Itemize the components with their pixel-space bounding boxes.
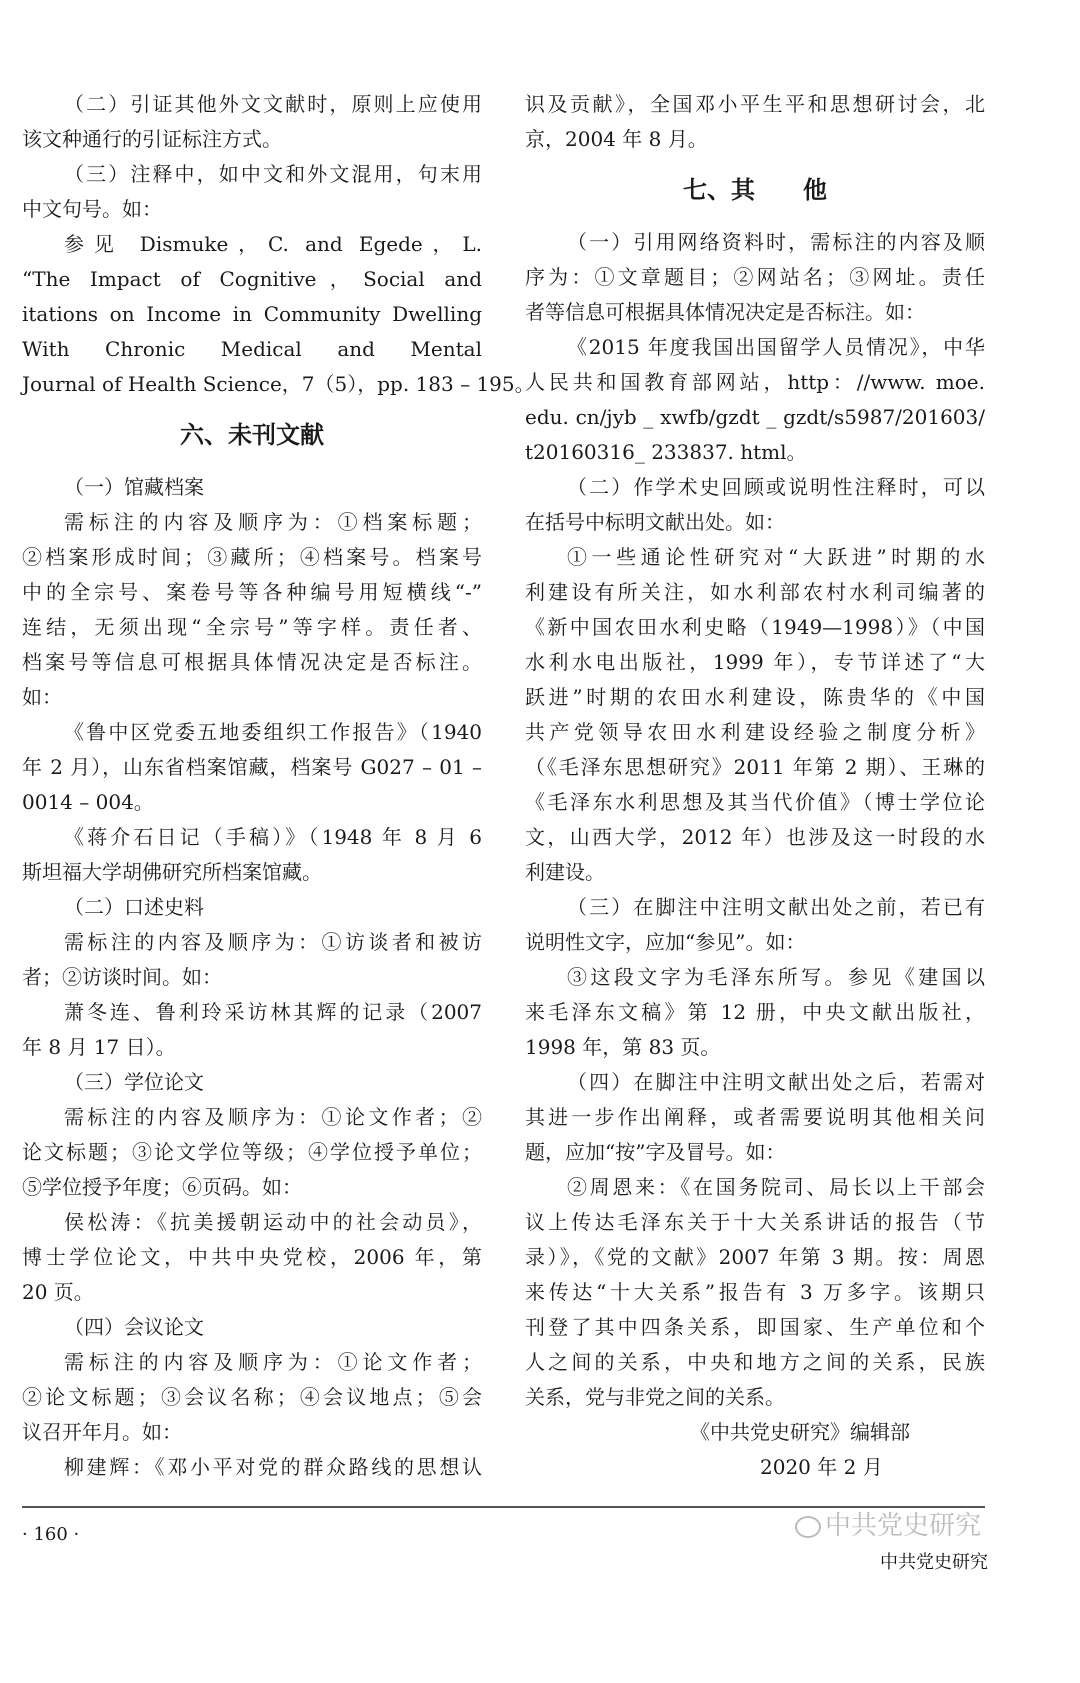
text-line: 0014 – 004。 — [22, 790, 154, 814]
paragraph — [22, 227, 535, 402]
text-line: 京，2004 年 8 月。 — [525, 127, 708, 151]
text-line: ②周恩来：《在国务院司、局长以上干部会 — [567, 1175, 985, 1199]
text-line: 需标注的内容及顺序为：①论文作者； — [64, 1350, 482, 1374]
text-line: 者等信息可根据具体情况决定是否标注。如： — [525, 300, 925, 324]
text-line: 刊登了其中四条关系，即国家、生产单位和个 — [525, 1315, 985, 1339]
text-line: 萧冬连、鲁利玲采访林其辉的记录（2007 — [64, 1000, 482, 1024]
paragraph — [525, 225, 985, 330]
section-heading-text: 六、未刊文献 — [180, 421, 324, 449]
wechat-icon — [795, 1516, 821, 1538]
paragraph — [22, 1450, 482, 1485]
text-line: t20160316_ 233837. html。 — [525, 440, 807, 464]
text-line: itations on Income in Community Dwelling — [22, 302, 482, 326]
paragraph — [525, 890, 985, 960]
text-line: 水利水电出版社，1999 年），专节详述了“大 — [525, 650, 985, 674]
watermark — [795, 1505, 981, 1542]
text-line: 中文句号。如： — [22, 197, 162, 221]
text-line: 人之间的关系，中央和地方之间的关系，民族 — [525, 1350, 985, 1374]
text-line: 年 8 月 17 日）。 — [22, 1035, 176, 1059]
text-line: 题，应加“按”字及冒号。如： — [525, 1140, 786, 1164]
text-line: 录）》，《党的文献》2007 年第 3 期。按：周恩 — [525, 1245, 985, 1269]
paragraph — [22, 87, 482, 157]
watermark-text: 中共党史研究 — [825, 1511, 982, 1541]
text-line: （三）学位论文 — [64, 1070, 204, 1094]
text-line: 《毛泽东水利思想及其当代价值》（博士学位论 — [525, 790, 985, 814]
paragraph — [22, 1345, 482, 1450]
paragraph — [22, 157, 482, 227]
text-line: （《毛泽东思想研究》2011 年第 2 期）、王琳的 — [525, 755, 985, 779]
text-line: 其进一步作出阐释，或者需要说明其他相关问 — [525, 1105, 985, 1129]
text-line: 来传达“十大关系”报告有 3 万多字。该期只 — [525, 1280, 985, 1304]
paragraph — [22, 1065, 482, 1100]
text-line: （一）馆藏档案 — [64, 475, 204, 499]
text-line: 档案号等信息可根据具体情况决定是否标注。 — [22, 650, 482, 674]
text-line: ②档案形成时间；③藏所；④档案号。档案号 — [22, 545, 482, 569]
text-line: 论文标题；③论文学位等级；④学位授予单位； — [22, 1140, 482, 1164]
paragraph — [22, 470, 482, 505]
paragraph — [22, 1205, 482, 1310]
text-line: 年 2 月），山东省档案馆藏，档案号 G027 – 01 – — [22, 755, 482, 779]
text-line: （四）会议论文 — [64, 1315, 204, 1339]
page-number: · 160 · — [22, 1524, 80, 1545]
text-line: （三）注释中，如中文和外文混用，句末用 — [64, 162, 482, 186]
text-line: ②论文标题；③会议名称；④会议地点；⑤会 — [22, 1385, 482, 1409]
section-heading — [525, 157, 985, 225]
text-line: 参见 Dismuke，C. and Egede，L. — [64, 232, 482, 256]
left-column — [22, 87, 535, 1485]
text-line: 需标注的内容及顺序为：①论文作者；② — [64, 1105, 482, 1129]
paragraph — [22, 715, 482, 820]
text-line: 关系，党与非党之间的关系。 — [525, 1385, 785, 1409]
text-line: 议召开年月。如： — [22, 1420, 182, 1444]
text-line: 需标注的内容及顺序为：①访谈者和被访 — [64, 930, 482, 954]
paragraph — [525, 1065, 985, 1170]
text-line: 利建设。 — [525, 860, 605, 884]
paragraph — [22, 890, 482, 925]
paragraph — [525, 1170, 985, 1415]
text-line: 《蒋介石日记（手稿）》（1948 年 8 月 6 — [64, 825, 482, 849]
paragraph — [525, 960, 985, 1065]
paragraph — [22, 995, 482, 1065]
text-line: 议上传达毛泽东关于十大关系讲话的报告（节 — [525, 1210, 985, 1234]
text-line: 需标注的内容及顺序为：①档案标题； — [64, 510, 482, 534]
text-line: （一）引用网络资料时，需标注的内容及顺 — [567, 230, 985, 254]
text-line: With Chronic Medical and Mental — [22, 337, 482, 361]
text-line: 如： — [22, 685, 62, 709]
text-line: 《新中国农田水利史略（1949—1998）》（中国 — [525, 615, 985, 639]
journal-name: 中共党史研究 — [880, 1552, 988, 1573]
text-line: 识及贡献》，全国邓小平生平和思想研讨会，北 — [525, 92, 985, 116]
text-line: ⑤学位授予年度；⑥页码。如： — [22, 1175, 302, 1199]
text-line: 在括号中标明文献出处。如： — [525, 510, 785, 534]
text-line: 人民共和国教育部网站，http：//www. moe. — [525, 370, 985, 394]
text-line: ③这段文字为毛泽东所写。参见《建国以 — [567, 965, 985, 989]
paragraph — [22, 820, 482, 890]
text-line: 该文种通行的引证标注方式。 — [22, 127, 282, 151]
section-heading — [22, 402, 482, 470]
text-line: 中的全宗号、案卷号等各种编号用短横线“-” — [22, 580, 482, 604]
text-line: 侯松涛：《抗美援朝运动中的社会动员》， — [64, 1210, 482, 1234]
text-line: 说明性文字，应加“参见”。如： — [525, 930, 806, 954]
right-column — [525, 87, 985, 1485]
paragraph — [525, 470, 985, 540]
paragraph — [22, 505, 482, 715]
text-line: （二）作学术史回顾或说明性注释时，可以 — [567, 475, 985, 499]
text-line: 博士学位论文，中共中央党校，2006 年，第 — [22, 1245, 482, 1269]
text-line: 《2015 年度我国出国留学人员情况》，中华 — [567, 335, 985, 359]
text-line: 利建设有所关注，如水利部农村水利司编著的 — [525, 580, 985, 604]
text-line: （二）口述史料 — [64, 895, 204, 919]
text-line: 斯坦福大学胡佛研究所档案馆藏。 — [22, 860, 322, 884]
text-line: 20 页。 — [22, 1280, 94, 1304]
text-line: 共产党领导农田水利建设经验之制度分析》 — [525, 720, 985, 744]
text-line: 者；②访谈时间。如： — [22, 965, 222, 989]
paragraph — [22, 1100, 482, 1205]
signature-date: 2020 年 2 月 — [760, 1455, 883, 1479]
text-line: 文，山西大学，2012 年）也涉及这一时段的水 — [525, 825, 985, 849]
text-line: 《鲁中区党委五地委组织工作报告》（1940 — [64, 720, 482, 744]
text-line: ①一些通论性研究对“大跃进”时期的水 — [567, 545, 985, 569]
text-line: “The Impact of Cognitive，Social and — [22, 267, 482, 291]
paragraph — [22, 925, 482, 995]
text-line: 来毛泽东文稿》第 12 册，中央文献出版社， — [525, 1000, 985, 1024]
text-line: 序为：①文章题目；②网站名；③网址。责任 — [525, 265, 985, 289]
text-line: 柳建辉：《邓小平对党的群众路线的思想认 — [64, 1455, 482, 1479]
text-line: Journal of Health Science，7（5），pp. 183 – 195。 — [22, 372, 535, 396]
paragraph — [525, 330, 985, 470]
text-line: 1998 年，第 83 页。 — [525, 1035, 721, 1059]
section-heading-text: 七、其 他 — [683, 176, 827, 204]
paragraph — [22, 1310, 482, 1345]
signature-org: 《中共党史研究》编辑部 — [690, 1420, 910, 1444]
text-line: （四）在脚注中注明文献出处之后，若需对 — [567, 1070, 985, 1094]
paragraph — [525, 87, 985, 157]
paragraph — [525, 540, 985, 890]
text-line: edu. cn/jyb _ xwfb/gzdt _ gzdt/s5987/201603/ — [525, 405, 985, 429]
text-line: （二）引证其他外文文献时，原则上应使用 — [64, 92, 482, 116]
text-line: 跃进”时期的农田水利建设，陈贵华的《中国 — [525, 685, 985, 709]
text-line: （三）在脚注中注明文献出处之前，若已有 — [567, 895, 985, 919]
text-line: 连结，无须出现“全宗号”等字样。责任者、 — [22, 615, 482, 639]
